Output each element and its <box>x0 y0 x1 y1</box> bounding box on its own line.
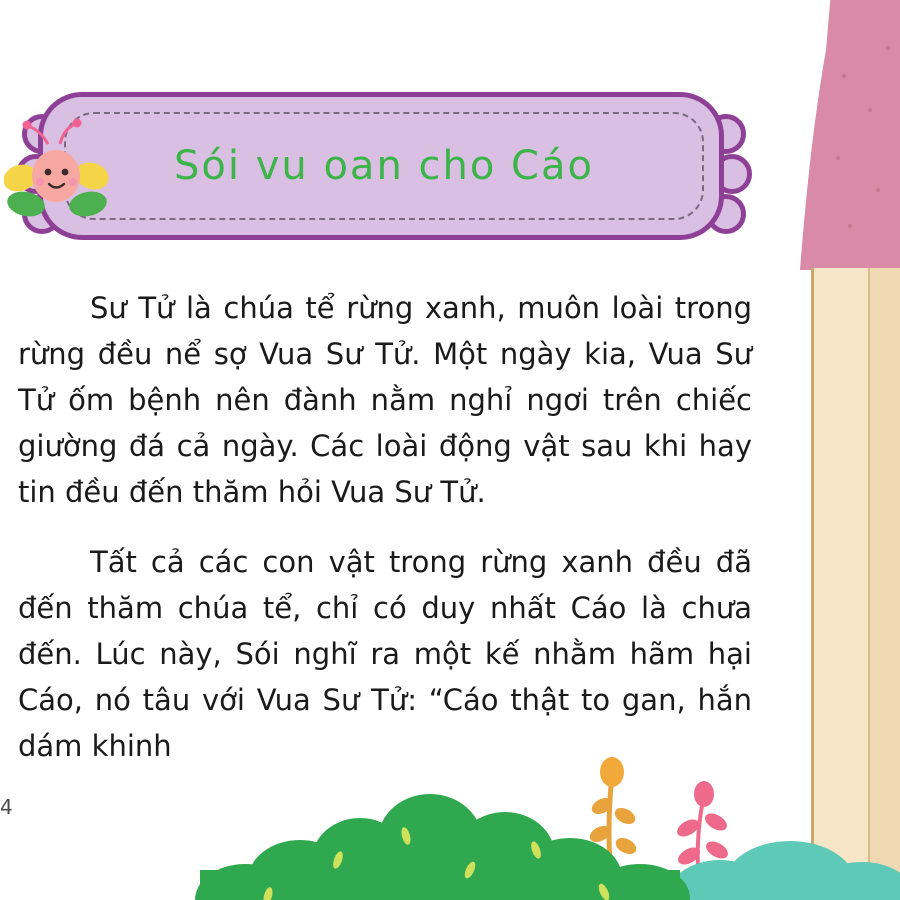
paragraph: Sư Tử là chúa tể rừng xanh, muôn loài trong rừng đều nể sợ Vua Sư Tử. Một ngày kia, Vua Sư Tử ốm bệnh nên đành nằm nghỉ ngơi trên chiếc giường đá cả ngày. Các loài động vật sau khi hay tin đều đến thăm hỏi Vua Sư Tử. <box>18 291 752 509</box>
story-body <box>0 285 770 769</box>
page-edge-inner-strip <box>868 268 900 900</box>
title-banner <box>18 88 738 248</box>
paragraph: Tất cả các con vật trong rừng xanh đều đã đến thăm chúa tể, chỉ có duy nhất Cáo là chưa đến. Lúc này, Sói nghĩ ra một kế nhằm hãm hại Cáo, nó tâu với Vua Sư Tử: “Cáo thật to gan, hắn dám khinh <box>18 545 752 763</box>
page-number: 4 <box>0 795 13 819</box>
pink-curtain-shape <box>792 0 900 280</box>
butterfly-icon <box>4 118 124 238</box>
book-spine-decoration <box>780 0 900 900</box>
page-title: Sói vu oan cho Cáo <box>174 143 594 189</box>
